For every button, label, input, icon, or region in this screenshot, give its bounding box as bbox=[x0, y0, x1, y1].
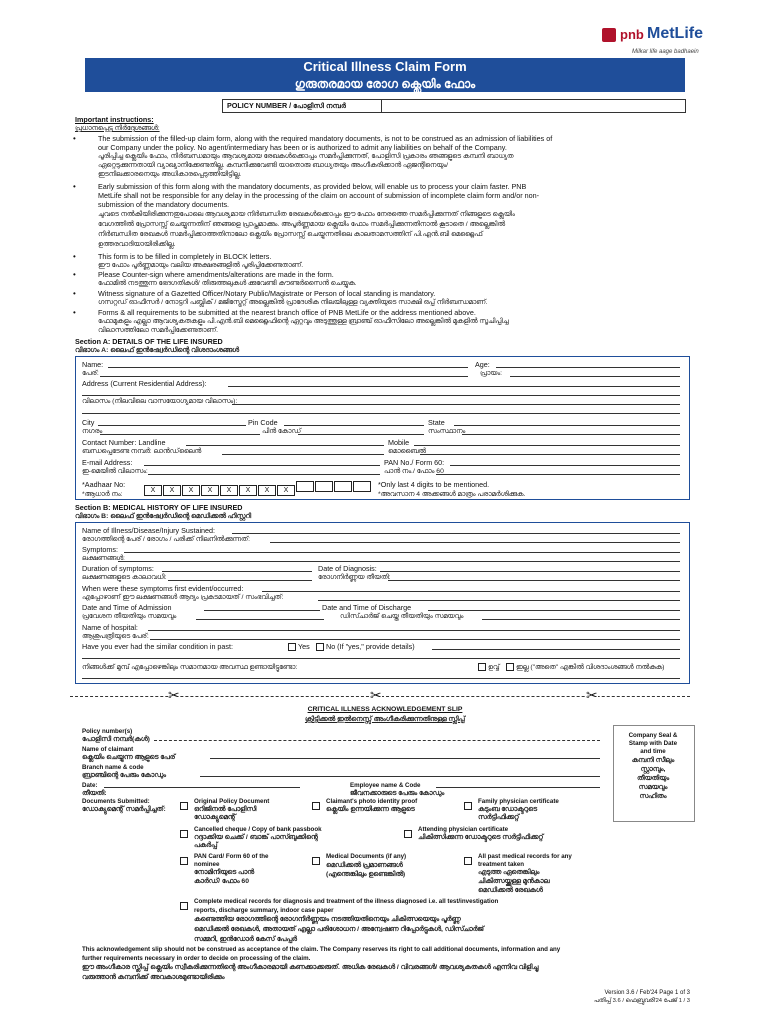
state-input[interactable] bbox=[454, 425, 680, 426]
instr-1-en2: our Company under the policy. No agent/intermediary has been or is authorized to admit any liabilities on behalf of the Company. bbox=[98, 143, 507, 152]
state-label-ml: സംസ്ഥാനം bbox=[428, 428, 466, 435]
first-evident-input[interactable] bbox=[262, 591, 680, 592]
aadhaar-cell[interactable]: X bbox=[220, 485, 238, 496]
section-b-title: Section B: MEDICAL HISTORY OF LIFE INSURED bbox=[75, 503, 243, 512]
aadhaar-cell[interactable]: X bbox=[163, 485, 181, 496]
scissors-icon: ✂ bbox=[586, 687, 598, 703]
pin-input-ml[interactable] bbox=[298, 434, 424, 435]
pan-checkbox[interactable] bbox=[180, 857, 188, 865]
opt9-l2: reports, discharge summary, indoor case paper bbox=[194, 907, 334, 914]
landline-label: Contact Number: Landline bbox=[82, 438, 166, 447]
state-label: State bbox=[428, 418, 445, 427]
slip-branch-input[interactable] bbox=[200, 776, 600, 777]
age-input-ml[interactable] bbox=[510, 376, 680, 377]
scissors-icon: ✂ bbox=[370, 687, 382, 703]
instr-4-ml: ഫോമിൽ നടത്തുന്ന ഭേദഗതികൾ/ തിരുത്തലുകൾ ക്കുവേണ്ടി കൗണ്ടർസൈൻ ചെയ്യുക. bbox=[98, 280, 357, 287]
doc-option-photo-id[interactable] bbox=[312, 797, 322, 815]
opt3-l2: കുടുംബ ഡോക്ടറുടെ bbox=[478, 806, 537, 813]
landline-input-ml[interactable] bbox=[222, 454, 384, 455]
opt6-l4: കാർഡ്/ ഫോം 60 bbox=[194, 878, 249, 885]
yes-ml-label: ഉവ്വ് bbox=[488, 664, 500, 671]
instr-1-ml3: ഇടനിലക്കാരനെയും അധികാരപ്പെടുത്തിയിട്ടില്ല. bbox=[98, 171, 242, 178]
diagnosis-input-ml[interactable] bbox=[388, 580, 680, 581]
yes-ml-checkbox[interactable] bbox=[478, 663, 486, 671]
docs-submitted-label: Documents Submitted: bbox=[82, 798, 150, 805]
doc-option-medical[interactable] bbox=[312, 852, 322, 870]
mobile-input[interactable] bbox=[414, 445, 680, 446]
hospital-input-ml[interactable] bbox=[150, 639, 680, 640]
symptoms-input[interactable] bbox=[124, 552, 680, 553]
instr-6-ml2: വിലാസത്തിലോ സമർപ്പിക്കേണ്ടതാണ്. bbox=[98, 327, 218, 334]
email-label-ml: ഇ-മെയിൽ വിലാസം: bbox=[82, 468, 148, 475]
opt9-l1: Complete medical records for diagnosis and treatment of the illness diagnosed i.e. all test/investigation bbox=[194, 898, 499, 905]
city-input[interactable] bbox=[98, 425, 246, 426]
pan-input-ml[interactable] bbox=[436, 474, 680, 475]
opt1-l3: ഡോക്യുമെന്റ് bbox=[194, 814, 236, 821]
policy-number-divider bbox=[381, 100, 382, 112]
pan-input[interactable] bbox=[450, 465, 680, 466]
city-label-ml: നഗരം bbox=[82, 428, 103, 435]
landline-label-ml: ബന്ധപ്പെടേണ്ട നമ്പർ: ലാൻഡ്‌ലൈൻ bbox=[82, 448, 202, 455]
seal-ml-2: സ്റ്റാമ്പും, bbox=[640, 766, 666, 773]
first-evident-label-ml: എപ്പോഴാണ് ഈ ലക്ഷണങ്ങൾ ആദ്യം പ്രകടമായത് / സംഭവിച്ചത്: bbox=[82, 594, 284, 601]
opt2-l2: ക്ലെയിം ഉന്നയിക്കുന്ന ആളുടെ bbox=[326, 806, 415, 813]
similar-no-ml[interactable] bbox=[506, 663, 664, 672]
mobile-input-ml[interactable] bbox=[420, 454, 680, 455]
address-input-ml-2[interactable] bbox=[82, 413, 680, 414]
doc-option-pan[interactable] bbox=[180, 852, 190, 870]
address-input-2[interactable] bbox=[82, 395, 680, 396]
form-title: Critical Illness Claim Form bbox=[303, 59, 467, 74]
slip-footer-2: further requirements necessary in order to decide on processing of the claim. bbox=[82, 955, 311, 962]
address-label: Address (Current Residential Address): bbox=[82, 379, 207, 388]
aadhaar-cell[interactable]: X bbox=[277, 485, 295, 496]
brand-metlife: MetLife bbox=[647, 25, 703, 42]
opt4-l3: പകർപ്പ് bbox=[194, 842, 218, 849]
duration-label-ml: ലക്ഷണങ്ങളുടെ കാലാവധി: bbox=[82, 574, 167, 581]
form-title-ml-bar bbox=[85, 75, 685, 92]
hospital-label-ml: ആശുപത്രിയുടെ പേര്: bbox=[82, 633, 149, 640]
opt7-l3: (എന്തെങ്കിലും ഉണ്ടെങ്കിൽ) bbox=[326, 871, 406, 878]
similar-label-ml: നിങ്ങൾക്ക് മുമ്പ് എപ്പോഴെങ്കിലും സമാനമായ അവസ്ഥ ഉണ്ടായിട്ടുണ്ടോ: bbox=[82, 664, 298, 671]
scissors-icon: ✂ bbox=[168, 687, 180, 703]
aadhaar-note-ml: *അവസാന 4 അക്കങ്ങൾ മാത്രം പരാമർശിക്കുക. bbox=[378, 491, 526, 498]
slip-policy-label: Policy number(s) bbox=[82, 728, 133, 735]
opt1-l1: Original Policy Document bbox=[194, 798, 270, 805]
opt3-l3: സർട്ടിഫിക്കറ്റ് bbox=[478, 814, 520, 821]
version-info: Version 3.6 / Feb'24 Page 1 of 3 bbox=[604, 990, 690, 996]
aadhaar-cell[interactable]: X bbox=[182, 485, 200, 496]
slip-claimant-label: Name of claimant bbox=[82, 746, 134, 753]
illness-label-ml: രോഗത്തിന്റെ പേര് / രോഗം / പരിക്ക് നിലനിൽക്കുന്നത്: bbox=[82, 536, 250, 543]
instr-6-en: Forms & all requirements to be submitted at the nearest branch office of PNB MetLife or the address mentioned above. bbox=[98, 308, 476, 317]
instructions-heading: Important instructions: bbox=[75, 115, 154, 124]
bullet-3: • bbox=[73, 252, 76, 261]
illness-label: Name of Illness/Disease/Injury Sustained: bbox=[82, 526, 216, 535]
opt9-l5: സമ്മറി, ഇൻഡോർ കേസ് പേപ്പർ bbox=[194, 936, 297, 943]
seal-line-2: Stamp with Date bbox=[628, 740, 678, 747]
slip-title: CRITICAL ILLNESS ACKNOWLEDGEMENT SLIP bbox=[307, 706, 463, 713]
aadhaar-cell-blank[interactable] bbox=[315, 481, 333, 492]
email-input[interactable] bbox=[144, 465, 380, 466]
aadhaar-label-ml: *ആധാർ നം: bbox=[82, 491, 123, 498]
slip-employee-label-ml: ജീവനക്കാരുടെ പേരും കോഡും bbox=[350, 790, 445, 797]
seal-line-1: Company Seal & bbox=[628, 732, 678, 739]
opt6-l2: nominee bbox=[194, 861, 220, 868]
slip-branch-label-ml: ബ്രാഞ്ചിന്റെ പേരും കോഡും bbox=[82, 772, 166, 779]
slip-claimant-input[interactable] bbox=[210, 758, 600, 759]
address-input-1[interactable] bbox=[228, 386, 680, 387]
tagline: Milkar life aage badhaein bbox=[632, 49, 699, 55]
landline-input[interactable] bbox=[186, 445, 384, 446]
similar-yes[interactable] bbox=[288, 642, 310, 651]
seal-ml-1: കമ്പനി സീലും bbox=[631, 757, 675, 764]
policy-number-box[interactable] bbox=[222, 99, 686, 113]
instr-1-en: The submission of the filled-up claim form, along with the required mandatory documents, is not to be construed as an admission of liabilities of bbox=[98, 134, 553, 143]
admission-input[interactable] bbox=[204, 610, 320, 611]
pin-input[interactable] bbox=[284, 425, 424, 426]
address-label-ml: വിലാസം (നിലവിലെ വാസയോഗ്യമായ വിലാസം): bbox=[82, 398, 238, 405]
instr-1-ml2: ഏറ്റെടുക്കുന്നതായി വ്യാഖ്യാനിക്കേണ്ടതില്ല. കമ്പനിക്കുവേണ്ടി യാതൊരു ബാധ്യതയും അംഗീകരിക്കാൻ ഏജന്റിനെയും/ bbox=[98, 162, 449, 169]
name-input-ml[interactable] bbox=[100, 376, 468, 377]
aadhaar-cell[interactable]: X bbox=[258, 485, 276, 496]
pnb-logo-mark bbox=[602, 28, 616, 42]
doc-option-complete-records[interactable] bbox=[180, 897, 190, 915]
family-physician-checkbox[interactable] bbox=[464, 802, 472, 810]
no-ml-label: ഇല്ല ("അതെ" എങ്കിൽ വിശദാംശങ്ങൾ നൽകുക) bbox=[516, 664, 665, 671]
symptoms-label-ml: ലക്ഷണങ്ങൾ: bbox=[82, 555, 125, 562]
opt3-l1: Family physician certificate bbox=[478, 798, 559, 805]
no-checkbox[interactable] bbox=[316, 643, 324, 651]
seal-ml-4: സമയവും bbox=[638, 784, 668, 791]
instr-4-en: Please Counter-sign where amendments/alterations are made in the form. bbox=[98, 270, 334, 279]
similar-no[interactable] bbox=[316, 642, 415, 651]
slip-date-label-ml: തീയതി: bbox=[82, 790, 107, 797]
hospital-input[interactable] bbox=[148, 630, 680, 631]
first-evident-input-ml[interactable] bbox=[318, 600, 680, 601]
medical-docs-checkbox[interactable] bbox=[312, 857, 320, 865]
opt1-l2: ഒറിജിനൽ പോളിസി bbox=[194, 806, 257, 813]
similar-details-input-2[interactable] bbox=[82, 658, 680, 659]
opt2-l1: Claimant's photo identity proof bbox=[326, 798, 418, 805]
mobile-label: Mobile bbox=[388, 438, 410, 447]
slip-employee-input[interactable] bbox=[436, 787, 600, 788]
instr-2-en: Early submission of this form along with the mandatory documents, as provided below, will enable us to process your claim faster. PNB bbox=[98, 182, 527, 191]
age-label: Age: bbox=[475, 360, 490, 369]
opt4-l1: Cancelled cheque / Copy of bank passbook bbox=[194, 826, 322, 833]
symptoms-input-ml[interactable] bbox=[118, 561, 680, 562]
age-label-ml: പ്രായം: bbox=[480, 370, 502, 377]
admission-input-ml[interactable] bbox=[196, 619, 324, 620]
aadhaar-cell[interactable]: X bbox=[239, 485, 257, 496]
pin-label: Pin Code bbox=[248, 418, 278, 427]
opt8-l4: ചികിത്സയ്ക്കുള്ള മുൻകാല bbox=[478, 878, 550, 885]
doc-option-attending-physician[interactable] bbox=[404, 825, 414, 843]
instr-2-ml: ചുവടെ നൽകിയിരിക്കുന്നതുപോലെ ആവശ്യമായ നിർബന്ധിത രേഖകൾക്കൊപ്പം ഈ ഫോം നേരത്തെ സമർപ്പിക്കുന്നത് നിങ്ങളുടെ ക്ലെയിം bbox=[98, 211, 515, 218]
diagnosis-input[interactable] bbox=[380, 571, 680, 572]
photo-id-checkbox[interactable] bbox=[312, 802, 320, 810]
aadhaar-label: *Aadhaar No: bbox=[82, 480, 126, 489]
discharge-label-ml: ഡിസ്ചാർജ് ചെയ്ത തീയതിയും സമയവും bbox=[340, 613, 464, 620]
instr-2-ml4: ഉത്തരവാദിയായിരിക്കില്ല. bbox=[98, 241, 176, 248]
brand-pnb: pnb bbox=[620, 27, 644, 42]
similar-yes-ml[interactable] bbox=[478, 663, 499, 672]
policy-number-label: POLICY NUMBER / പോളിസി നമ്പർ bbox=[227, 101, 347, 110]
opt7-l1: Medical Documents (if any) bbox=[326, 853, 407, 860]
bullet-6: • bbox=[73, 308, 76, 317]
brand-logo bbox=[602, 25, 722, 47]
city-input-ml[interactable] bbox=[100, 434, 260, 435]
first-evident-label: When were these symptoms first evident/occurred: bbox=[82, 584, 244, 593]
email-input-ml[interactable] bbox=[148, 474, 380, 475]
doc-option-past-records[interactable] bbox=[464, 852, 474, 870]
opt9-l3: കണ്ടെത്തിയ രോഗത്തിന്റെ രോഗനിർണ്ണയം നടത്തിയതിനെയും ചികിത്സയെയും പൂർണ്ണ bbox=[194, 916, 461, 923]
original-policy-checkbox[interactable] bbox=[180, 802, 188, 810]
instr-6-ml: ഫോമുകളും എല്ലാ ആവശ്യകതകളും പി.എൻ.ബി മെറ്റ്ലൈഫിന്റെ ഏറ്റവും അടുത്തുള്ള ബ്രാഞ്ച് ഓഫീസിലോ അല്ലെങ്കിൽ മുകളിൽ സൂചിപ്പിച്ച bbox=[98, 318, 509, 325]
attending-physician-checkbox[interactable] bbox=[404, 830, 412, 838]
aadhaar-cell-blank[interactable] bbox=[353, 481, 371, 492]
past-records-checkbox[interactable] bbox=[464, 857, 472, 865]
diagnosis-label: Date of Diagnosis: bbox=[318, 564, 377, 573]
duration-input[interactable] bbox=[162, 571, 312, 572]
slip-claimant-label-ml: ക്ലെയിം ചെയ്യുന്ന ആളുടെ പേര് bbox=[82, 754, 176, 761]
aadhaar-cell-blank[interactable] bbox=[334, 481, 352, 492]
instr-2-ml3: നിർബന്ധിത രേഖകൾ സമർപ്പിക്കാത്തതിനാലോ ക്ലെയിം പ്രോസസ്സ് ചെയ്യുന്നതിലെ കാലതാമസത്തിന് പി.എൻ.ബി മെറ്റ്ലൈഫ് bbox=[98, 231, 483, 238]
bullet-4: • bbox=[73, 270, 76, 279]
docs-submitted-label-ml: ഡോക്യുമെന്റ് സമർപ്പിച്ചത്: bbox=[82, 806, 166, 813]
instr-3-ml: ഈ ഫോം പൂർണ്ണമായും വലിയ അക്ഷരങ്ങളിൽ പൂരിപ്പിക്കേണ്ടതാണ്. bbox=[98, 262, 304, 269]
form-title-bar bbox=[85, 58, 685, 75]
opt4-l2: റദ്ദാക്കിയ ചെക്ക് / ബാങ്ക് പാസ്ബുക്കിന്റെ bbox=[194, 834, 318, 841]
slip-policy-label-ml: പോളിസി നമ്പർ(കൾ) bbox=[82, 736, 150, 743]
aadhaar-cells bbox=[144, 479, 372, 497]
opt6-l1: PAN Card/ Form 60 of the bbox=[194, 853, 269, 860]
cheque-checkbox[interactable] bbox=[180, 830, 188, 838]
slip-footer-ml: ഈ അംഗീകാര സ്ലിപ്പ് ക്ലെയിം സ്വീകരിക്കുന്നതിന്റെ അംഗീകാരമായി കണക്കാക്കരുത്. അധിക രേഖകൾ / വിവരങ്ങൾ/ ആവശ്യകതകൾ എന്നിവ വിളിച്ചു bbox=[82, 964, 539, 971]
duration-label: Duration of symptoms: bbox=[82, 564, 154, 573]
similar-details-input-ml[interactable] bbox=[82, 678, 680, 679]
instr-5-ml: ഗസറ്റഡ് ഓഫീസർ / നോട്ടറി പബ്ലിക് / മജിസ്ട്രേറ്റ് അല്ലെങ്കിൽ പ്രാദേശിക നിലയിലുള്ള വ്യക്തിയുടെ സാക്ഷി ഒപ്പ് നിർബന്ധമാണ്. bbox=[98, 299, 488, 306]
hospital-label: Name of hospital: bbox=[82, 623, 138, 632]
opt9-l4: മെഡിക്കൽ രേഖകൾ, അതായത് എല്ലാ പരിശോധന / അന്വേഷണ റിപ്പോർട്ടുകൾ, ഡിസ്ചാർജ് bbox=[194, 926, 484, 933]
aadhaar-cell-blank[interactable] bbox=[296, 481, 314, 492]
instr-2-en3: submission of the mandatory documents. bbox=[98, 200, 230, 209]
aadhaar-note: *Only last 4 digits to be mentioned. bbox=[378, 480, 490, 489]
name-label-ml: പേര്: bbox=[82, 370, 99, 377]
symptoms-label: Symptoms: bbox=[82, 545, 118, 554]
address-input-ml-1[interactable] bbox=[232, 404, 680, 405]
slip-date-input[interactable] bbox=[104, 787, 300, 788]
similar-details-input[interactable] bbox=[432, 649, 680, 650]
no-ml-checkbox[interactable] bbox=[506, 663, 514, 671]
slip-branch-label: Branch name & code bbox=[82, 764, 144, 771]
doc-option-cheque[interactable] bbox=[180, 825, 190, 843]
mobile-label-ml: മൊബൈൽ bbox=[388, 448, 426, 455]
instr-2-en2: MetLife shall not be responsible for any delay in the processing of the claim on account of submission of incomplete claim form and/or non- bbox=[98, 191, 540, 200]
pan-label: PAN No./ Form 60: bbox=[384, 458, 445, 467]
instr-5-en: Witness signature of a Gazetted Officer/Notary Public/Magistrate or Person of local standing is mandatory. bbox=[98, 289, 436, 298]
name-label: Name: bbox=[82, 360, 104, 369]
yes-checkbox[interactable] bbox=[288, 643, 296, 651]
illness-input[interactable] bbox=[232, 533, 680, 534]
section-b-title-ml: വിഭാഗം B: ലൈഫ് ഇൻഷ്വേർഡിന്റെ മെഡിക്കൽ ഹിസ്റ്ററി bbox=[75, 513, 252, 520]
seal-ml-5: സഹിതം bbox=[639, 793, 667, 800]
city-label: City bbox=[82, 418, 95, 427]
opt8-l5: മെഡിക്കൽ രേഖകൾ bbox=[478, 887, 543, 894]
pan-label-ml: പാൻ നം./ ഫോം 60 bbox=[384, 468, 444, 475]
admission-label: Date and Time of Admission bbox=[82, 603, 172, 612]
aadhaar-cell[interactable]: X bbox=[144, 485, 162, 496]
instr-1-ml: പൂരിപ്പിച്ച ക്ലെയിം ഫോം, നിർബന്ധമായും ആവശ്യമായ രേഖകൾക്കൊപ്പം സമർപ്പിക്കുന്നത്, പോളിസി പ്രകാരം ഞങ്ങളുടെ കമ്പനി ബാധ്യത bbox=[98, 153, 514, 160]
slip-employee-label: Employee name & Code bbox=[350, 782, 421, 789]
slip-date-label: Date: bbox=[82, 782, 98, 789]
seal-line-3: and time bbox=[640, 748, 666, 755]
name-input[interactable] bbox=[108, 367, 468, 368]
slip-footer: This acknowledgement slip should not be construed as acceptance of the claim. The Company reserves its right to call additional documents, information and any bbox=[82, 946, 561, 953]
discharge-input[interactable] bbox=[428, 610, 680, 611]
no-label: No (If "yes," provide details) bbox=[326, 642, 415, 651]
age-input[interactable] bbox=[496, 367, 680, 368]
slip-title-ml: ക്രിട്ടിക്കൽ ഇൽനെസ്സ് അംഗീകരിക്കുന്നതിനുള്ള സ്ലിപ്പ് bbox=[304, 716, 466, 723]
opt6-l3: നോമിനിയുടെ പാൻ bbox=[194, 869, 255, 876]
opt7-l2: മെഡിക്കൽ പ്രമാണങ്ങൾ bbox=[326, 862, 403, 869]
aadhaar-cell[interactable]: X bbox=[201, 485, 219, 496]
discharge-input-ml[interactable] bbox=[482, 619, 680, 620]
illness-input-ml[interactable] bbox=[270, 542, 680, 543]
pin-label-ml: പിൻ കോഡ് bbox=[262, 428, 301, 435]
opt8-l2: treatment taken bbox=[478, 861, 525, 868]
instr-3-en: This form is to be filled in completely in BLOCK letters. bbox=[98, 252, 272, 261]
bullet-5: • bbox=[73, 289, 76, 298]
diagnosis-label-ml: രോഗനിർണ്ണയ തീയതി: bbox=[318, 574, 391, 581]
opt8-l3: എടുത്ത ഏതെങ്കിലും bbox=[478, 869, 540, 876]
state-input-ml[interactable] bbox=[462, 434, 680, 435]
complete-records-checkbox[interactable] bbox=[180, 902, 188, 910]
slip-policy-input[interactable] bbox=[154, 740, 600, 741]
opt5-l1: Attending physician certificate bbox=[418, 826, 509, 833]
bullet-2: • bbox=[73, 182, 76, 191]
section-a-title-ml: വിഭാഗം A: ലൈഫ് ഇൻഷ്വേർഡിന്റെ വിശദാംശങ്ങൾ bbox=[75, 347, 239, 354]
opt5-l2: ചികിത്സിക്കുന്ന ഡോക്ടറുടെ സർട്ടിഫിക്കറ്റ് bbox=[418, 834, 544, 841]
instr-2-ml2: വേഗത്തിൽ പ്രോസസ്സ് ചെയ്യുന്നതിന് ഞങ്ങളെ പ്രാപ്തമാക്കും. അപൂർണ്ണമായ ക്ലെയിം ഫോം സമർപ്പിക്കുന്നതിനാൽ കൂടാതെ / അല്ലെങ്കിൽ bbox=[98, 221, 505, 228]
instructions-heading-ml: പ്രധാനപ്പെട്ട നിർദ്ദേശങ്ങൾ: bbox=[75, 125, 160, 132]
seal-ml-3: തീയതിയും bbox=[636, 775, 670, 782]
slip-footer-ml-2: വരുത്താൻ കമ്പനിക്ക് അവകാശമുണ്ടായിരിക്കും bbox=[82, 974, 225, 981]
section-a-title: Section A: DETAILS OF THE LIFE INSURED bbox=[75, 337, 223, 346]
doc-option-original-policy[interactable] bbox=[180, 797, 190, 815]
duration-input-ml[interactable] bbox=[168, 580, 312, 581]
form-title-ml: ഗുരുതരമായ രോഗ ക്ലെയിം ഫോം bbox=[294, 77, 476, 91]
similar-label: Have you ever had the similar condition in past: bbox=[82, 642, 234, 651]
doc-option-family-physician[interactable] bbox=[464, 797, 474, 815]
discharge-label: Date and Time of Discharge bbox=[322, 603, 412, 612]
opt8-l1: All past medical records for any bbox=[478, 853, 572, 860]
yes-label: Yes bbox=[298, 642, 310, 651]
bullet-1: • bbox=[73, 134, 76, 143]
version-info-ml: പതിപ്പ് 3.6 / ഫെബ്രുവരി'24 പേജ് 1 / 3 bbox=[594, 998, 690, 1004]
admission-label-ml: പ്രവേശന തീയതിയും സമയവും bbox=[82, 613, 177, 620]
email-label: E-mail Address: bbox=[82, 458, 133, 467]
